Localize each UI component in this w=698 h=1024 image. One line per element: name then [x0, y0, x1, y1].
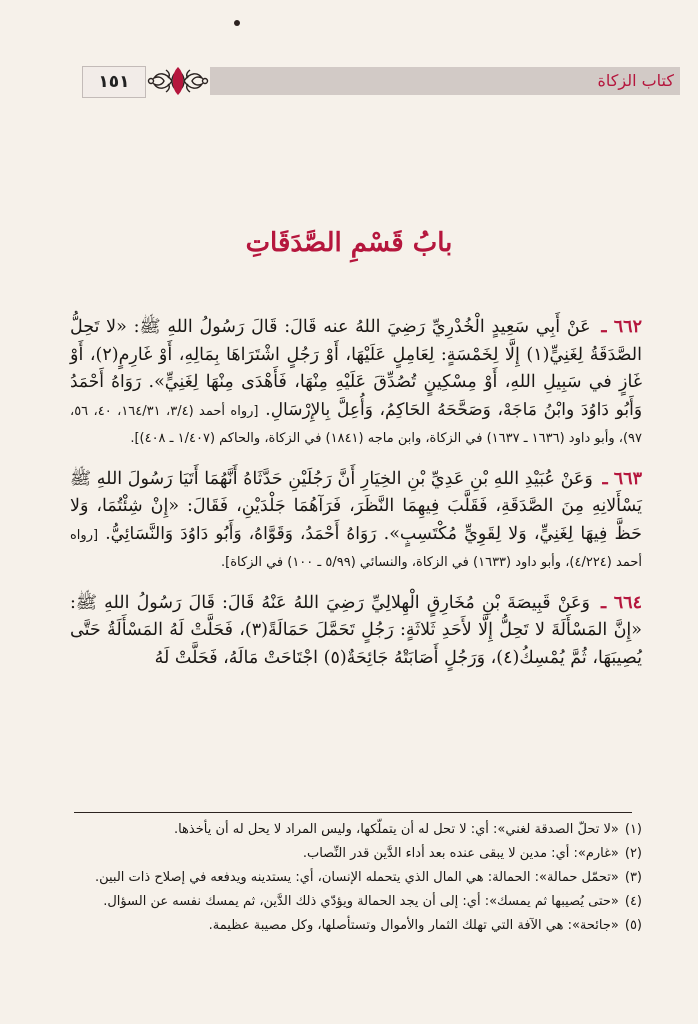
chapter-title: بابُ قَسْمِ الصَّدَقَاتِ [245, 228, 453, 258]
hadith-text-block [70, 466, 642, 576]
hadith-663 [70, 466, 642, 576]
hadith-text: وَعَنْ عُبَيْدِ اللهِ بْنِ عَدِيِّ بْنِ الخِيَارِ أَنَّ رَجُلَيْنِ حَدَّثَاهُ أَنَّهُمَا أَتَيَا رَسُولَ اللهِ ﷺ يَسْأَلانِهِ مِنَ الصَّدَقَةِ، فَقَلَّبَ فِيهِمَا النَّظَرَ، فَرَآهُمَا جَلْدَيْنِ، فَقَالَ: «إِنْ شِئْتُمَا، وَلا حَظَّ فِيهَا لِغَنِيٍّ، وَلا لِقَوِيٍّ مُكْتَسِبٍ». [70, 468, 642, 544]
hadith-source: رَوَاهُ أَحْمَدُ وَأَبُو دَاوُدَ وابْنُ مَاجَهْ، وَصَحَّحَهُ الحَاكِمُ، وَأُعِلَّ بِالإِرْسَالِ. [70, 372, 643, 420]
hadith-662 [70, 314, 642, 452]
footnote-label: (١) [624, 822, 642, 837]
hadith-reference: [رواه أحمد (٤/٢٢٤)، وأبو داود (١٦٣٣) في الزكاة، والنسائي (٥/٩٩ ـ ١٠٠) في الزكاة]. [70, 527, 642, 570]
hadith-number: ٦٦٢ ـ [601, 317, 642, 337]
footnote-label: (٢) [624, 846, 642, 861]
hadith-text-block [70, 590, 642, 673]
footnote-divider [74, 812, 632, 813]
footnote-text: «جائحة»: هي الآفة التي تهلك الثمار والأموال وتستأصلها، وكل مصيبة عظيمة. [208, 918, 619, 933]
footnote-3 [60, 866, 642, 890]
footnote-1 [60, 818, 642, 842]
footnote-label: (٤) [624, 894, 642, 909]
hadith-text: عَنْ أَبِي سَعِيدٍ الْخُدْرِيِّ رَضِيَ اللهُ عنه قَالَ: قَالَ رَسُولُ اللهِ ﷺ: «لا تَحِلُّ الصَّدَقَةُ لِغَنِيٍّ(١) إِلَّا لِخَمْسَةٍ: لِعَامِلٍ عَلَيْهَا، أَوْ رَجُلٍ اشْتَرَاهَا بِمَالِهِ، أَوْ غَارِمٍ(٢)، أَوْ غَازٍ في سَبِيلِ اللهِ، أَوْ مِسْكِينٍ تُصُدِّقَ عَلَيْهِ مِنْهَا، فَأَهْدَى مِنْهَا لِغَنِيٍّ». [70, 317, 643, 392]
footnote-text: «حتى يُصيبها ثم يمسك»: أي: إلى أن يجد الحمالة ويؤدّي ذلك الدَّين، ثم يمسك نفسه عن السؤال. [103, 894, 619, 909]
book-title: كتاب الزكاة [597, 71, 674, 90]
footnote-label: (٥) [624, 918, 642, 933]
hadith-664 [70, 590, 642, 673]
footnote-text: «غارم»: أي: مدين لا يبقى عنده بعد أداء الدَّين قدر النِّصاب. [302, 846, 619, 861]
footnote-4 [60, 890, 642, 914]
page-number: ١٥١ [82, 66, 146, 98]
hadith-number: ٦٦٤ ـ [601, 592, 642, 613]
footnote-text: «لا تحلّ الصدقة لغني»: أي: لا تحل له أن يتملّكها، وليس المراد لا يحل له أن يأخذها. [173, 822, 619, 837]
hadith-list [70, 314, 642, 686]
footnote-text: «تحمّل حمالة»: الحمالة: هي المال الذي يتحمله الإنسان، أي: يستدينه ويدفعه في إصلاح ذات البين. [94, 870, 619, 885]
footnote-5 [60, 914, 642, 938]
footnotes [60, 818, 642, 938]
top-dot-mark [234, 20, 240, 26]
ornament-icon [146, 64, 210, 98]
page-header [82, 64, 680, 100]
footnote-label: (٣) [624, 870, 642, 885]
hadith-reference: [رواه أحمد (٣/٤، ١٦٤/٣١، ٤٠، ٥٦، ٩٧)، وأبو داود (١٦٣٦ ـ ١٦٣٧) في الزكاة، وابن ماجه (١٨٤١) في الزكاة، والحاكم (١/٤٠٧ ـ ٤٠٨)]. [70, 403, 642, 446]
hadith-source: رَوَاهُ أَحْمَدُ، وَقَوَّاهُ، وَأَبُو دَاوُدَ وَالنَّسَائِيُّ. [105, 523, 377, 544]
hadith-number: ٦٦٣ ـ [602, 468, 642, 489]
hadith-text-block [70, 314, 642, 452]
hadith-text: وَعَنْ قَبِيصَةَ بْنِ مُخَارِقٍ الْهِلالِيِّ رَضِيَ اللهُ عَنْهُ قَالَ: قَالَ رَسُولُ اللهِ ﷺ: «إِنَّ المَسْأَلَةَ لا تَحِلُّ إِلَّا لأَحَدِ ثَلاثَةٍ: رَجُلٍ تَحَمَّلَ حَمَالَةً(٣)، فَحَلَّتْ لَهُ المَسْأَلَةُ حَتَّى يُصِيبَهَا، ثُمَّ يُمْسِكُ(٤)، وَرَجُلٍ أَصَابَتْهُ جَائِحَةٌ(٥) اجْتَاحَتْ مَالَهُ، فَحَلَّتْ لَهُ [70, 592, 642, 668]
footnote-2 [60, 842, 642, 866]
